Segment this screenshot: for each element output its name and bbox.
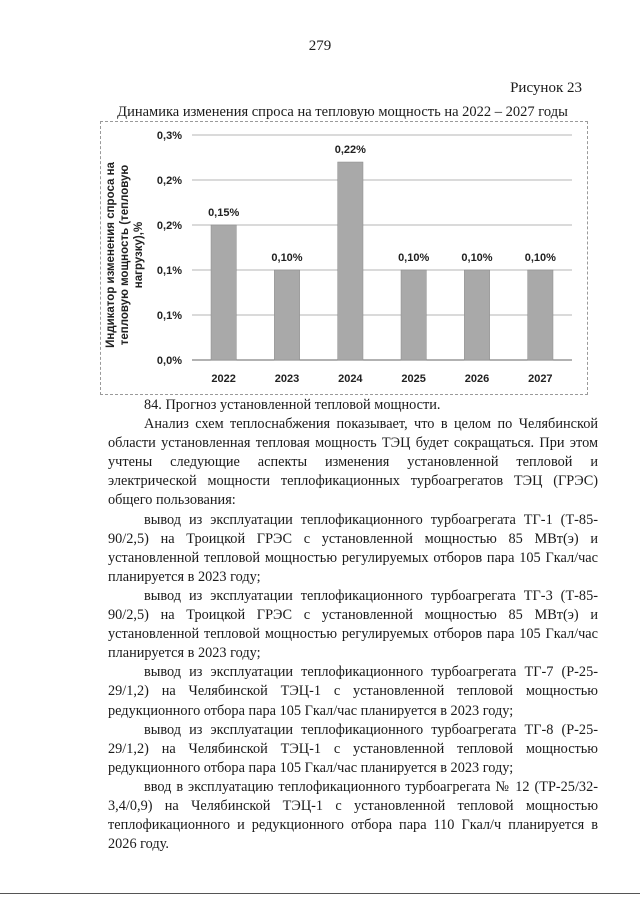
list-item: вывод из эксплуатации теплофикационного турбоагрегата ТГ-8 (Р-25-29/1,2) на Челябинской ТЭЦ-1 с установленной тепловой мощностью редукционного отбора пара 105 Гкал/час планируется в 2023 году; [108,721,598,776]
value-label: 0,10% [271,252,303,264]
chart-grid [192,135,572,360]
bar [401,270,426,360]
list-item: вывод из эксплуатации теплофикационного турбоагрегата ТГ-1 (Т-85-90/2,5) на Троицкой ГРЭС с установленной мощностью 85 МВт(э) и установленной тепловой мощностью регулируемых отборов пара 105 Гкал/час планируется в 2023 году; [108,511,598,585]
list-item: ввод в эксплуатацию теплофикационного турбоагрегата № 12 (ТР-25/32-3,4/0,9) на Челябинской ТЭЦ-1 с установленной тепловой мощностью теплофикационного и редукционного отбора пара 110 Гкал/ч планируется в 2026 году. [108,778,598,853]
value-labels [208,144,556,264]
y-tick-label: 0,2% [156,175,182,187]
y-tick-label: 0,2% [156,220,182,232]
bar [211,225,236,360]
value-label: 0,10% [398,252,430,264]
intro-paragraph: Анализ схем теплоснабжения показывает, что в целом по Челябинской области установленная тепловая мощность ТЭЦ будет сокращаться. При этом учтены следующие аспекты изменения установленной тепловой и электрической мощности теплофикационных турбоагрегатов ТЭЦ (ГРЭС) общего пользования: [108,416,598,509]
x-tick-label: 2022 [211,373,236,385]
x-tick-label: 2027 [528,373,553,385]
bar [338,162,363,360]
bar [464,270,489,360]
value-label: 0,10% [461,252,493,264]
x-tick-label: 2025 [401,373,426,385]
x-tick-labels [211,373,552,385]
x-tick-label: 2024 [338,373,363,385]
value-label: 0,15% [208,207,240,219]
list-item: вывод из эксплуатации теплофикационного турбоагрегата ТГ-3 (Т-85-90/2,5) на Троицкой ГРЭС с установленной мощностью 85 МВт(э) и установленной тепловой мощностью регулируемых отборов пара 105 Гкал/час планируется в 2023 году; [108,587,598,662]
bar [274,270,299,360]
x-tick-label: 2026 [464,373,490,385]
bar-chart [0,0,640,400]
value-label: 0,10% [524,252,556,264]
y-axis-label: Индикатор изменения спроса на тепловую мощность (тепловую нагрузку),% [105,162,145,348]
section-heading: 84. Прогноз установленной тепловой мощности. [144,397,441,413]
chart-title: Динамика изменения спроса на тепловую мощность на 2022 – 2027 годы [117,104,568,120]
footer-rule [0,893,640,894]
list-item: вывод из эксплуатации теплофикационного турбоагрегата ТГ-7 (Р-25-29/1,2) на Челябинской ТЭЦ-1 с установленной тепловой мощностью редукционного отбора пара 105 Гкал/час планируется в 2023 году; [108,664,598,719]
bar [528,270,553,360]
y-tick-label: 0,3% [156,130,182,142]
x-tick-label: 2023 [274,373,300,385]
value-label: 0,22% [334,144,366,156]
y-tick-label: 0,1% [156,265,182,277]
y-tick-label: 0,0% [156,355,182,367]
chart-bars [211,162,553,360]
body-text [108,396,598,854]
y-tick-labels [157,130,182,367]
figure-label: Рисунок 23 [510,80,582,96]
y-tick-label: 0,1% [156,310,182,322]
page-number: 279 [308,38,332,54]
